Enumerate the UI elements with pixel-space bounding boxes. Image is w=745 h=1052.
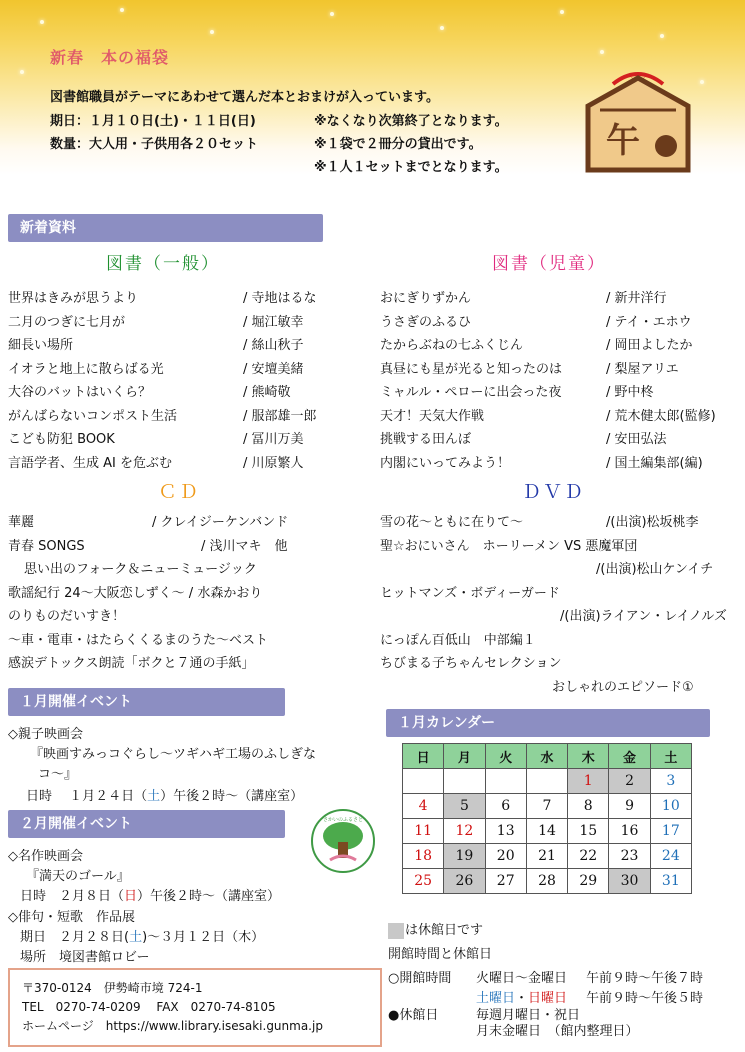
feb-exhibit-name: ◇俳句・短歌 作品展 bbox=[8, 910, 135, 925]
feb-movie-date-prefix: 日時 ２月８日（ bbox=[20, 889, 125, 904]
jan-event-date-prefix: 日時 １月２４日（ bbox=[26, 789, 148, 804]
header-quantity: 数量：大人用・子供用各２０セット bbox=[50, 137, 259, 152]
calendar-day: 3 bbox=[650, 769, 691, 794]
jan-event-date bbox=[26, 789, 303, 805]
calendar-day: 30 bbox=[609, 869, 650, 894]
ema-text: 午 bbox=[606, 121, 640, 161]
calendar-day: 29 bbox=[568, 869, 609, 894]
contact-address: 〒370-0124 伊勢崎市境 724-1 bbox=[22, 981, 203, 995]
hours-title: 開館時間と休館日 bbox=[388, 947, 493, 962]
calendar-week-row bbox=[403, 794, 692, 819]
book-general-title: 二月のつぎに七月が bbox=[8, 314, 126, 330]
closed-days-line-1: 毎週月曜日・祝日 bbox=[476, 1008, 581, 1023]
feb-movie-date bbox=[20, 889, 280, 905]
cd-item-2-artist: / 浅川マキ 他 bbox=[201, 539, 288, 554]
dvd-item-4: にっぽん百低山 中部編１ bbox=[380, 633, 536, 648]
calendar-day: 9 bbox=[609, 794, 650, 819]
open-hours-saturday: 土曜日 bbox=[476, 991, 516, 1006]
dvd-item-1-cast: /(出演)松坂桃李 bbox=[606, 515, 699, 530]
feb-movie-date-suffix: ）午後２時～（講座室） bbox=[137, 889, 281, 904]
book-general-title: こども防犯 BOOK bbox=[8, 432, 115, 447]
jan-events-title: １月開催イベント bbox=[20, 694, 132, 710]
jan-event-film-line-1: 『映画すみっコぐらし～ツギハギ工場のふしぎな bbox=[30, 747, 317, 762]
calendar-weekday-row bbox=[403, 744, 692, 769]
header-description: 図書館職員がテーマにあわせて選んだ本とおまけが入っています。 bbox=[50, 90, 439, 105]
calendar-day: 28 bbox=[526, 869, 567, 894]
feb-events-title: ２月開催イベント bbox=[20, 816, 132, 832]
calendar-day bbox=[403, 769, 444, 794]
calendar-day: 4 bbox=[403, 794, 444, 819]
calendar-title: １月カレンダー bbox=[398, 715, 496, 731]
dvd-item-3-title: ヒットマンズ・ボディーガード bbox=[380, 586, 560, 601]
calendar-week-row bbox=[403, 819, 692, 844]
calendar-weekday: 金 bbox=[609, 744, 650, 769]
book-children-title: 天才！天気大作戦 bbox=[380, 408, 485, 424]
calendar-week-row bbox=[403, 769, 692, 794]
cd-item-1-title: 華麗 bbox=[8, 515, 35, 530]
calendar-weekday: 月 bbox=[444, 744, 485, 769]
book-children-author: / 岡田よしたか bbox=[606, 338, 693, 353]
calendar-day bbox=[526, 769, 567, 794]
book-general-author: / 安壇美緒 bbox=[243, 361, 304, 377]
ema-plaque-icon bbox=[578, 66, 698, 176]
dvd-item-5-title: ちびまる子ちゃんセレクション bbox=[380, 656, 562, 671]
book-children-title: 真昼にも星が光ると知ったのは bbox=[380, 361, 563, 377]
cd-heading: ＣＤ bbox=[158, 481, 201, 503]
jan-events-section-bar bbox=[8, 688, 285, 716]
open-hours-weekend-days bbox=[476, 991, 567, 1007]
contact-website[interactable]: ホームページ https://www.library.isesaki.gunma.jp bbox=[22, 1019, 323, 1033]
new-items-title: 新着資料 bbox=[20, 220, 76, 236]
book-general-title: 言語学者、生成 AI を危ぶむ bbox=[8, 455, 172, 471]
book-general-author: / 絲山秋子 bbox=[243, 338, 304, 353]
calendar-week-row bbox=[403, 869, 692, 894]
contact-phone: TEL 0270-74-0209 FAX 0270-74-8105 bbox=[22, 1000, 276, 1014]
book-children-author: / テイ・エホウ bbox=[606, 314, 692, 330]
dvd-item-5-subtitle: おしゃれのエピソード① bbox=[552, 680, 694, 695]
book-general-author: / 川原繁人 bbox=[243, 455, 304, 471]
books-children-heading: 図書（児童） bbox=[492, 254, 606, 274]
calendar-day: 26 bbox=[444, 869, 485, 894]
book-children-author: / 荒木健太郎(監修) bbox=[606, 408, 716, 424]
dvd-item-2-title: 聖☆おにいさん ホーリーメン VS 悪魔軍団 bbox=[380, 539, 638, 554]
cd-item-2-subtitle: 思い出のフォーク＆ニューミュージック bbox=[24, 562, 257, 577]
closed-day-legend: は休館日です bbox=[405, 923, 484, 938]
library-logo-icon bbox=[310, 808, 376, 874]
jan-event-name: ◇親子映画会 bbox=[8, 727, 83, 742]
calendar-day: 27 bbox=[485, 869, 526, 894]
calendar-weekday: 水 bbox=[526, 744, 567, 769]
open-hours-sunday: 日曜日 bbox=[528, 991, 568, 1006]
calendar-day: 16 bbox=[609, 819, 650, 844]
jan-event-film-line-2: コ～』 bbox=[38, 767, 78, 782]
calendar-day: 1 bbox=[568, 769, 609, 794]
cd-item-3: 歌謡紀行 24～大阪恋しずく～ / 水森かおり bbox=[8, 586, 263, 601]
calendar-day: 31 bbox=[650, 869, 691, 894]
calendar-day: 5 bbox=[444, 794, 485, 819]
calendar-day: 14 bbox=[526, 819, 567, 844]
calendar-day: 12 bbox=[444, 819, 485, 844]
book-general-title: 世界はきみが思うより bbox=[8, 291, 139, 306]
closed-day-legend-swatch bbox=[388, 923, 404, 939]
jan-event-date-suffix: ）午後２時～（講座室） bbox=[160, 789, 304, 804]
header-title: 新春 本の福袋 bbox=[50, 48, 170, 67]
cd-item-1-artist: / クレイジーケンバンド bbox=[152, 515, 289, 530]
book-children-author: / 安田弘法 bbox=[606, 432, 667, 447]
dvd-item-3-cast: /(出演)ライアン・レイノルズ bbox=[560, 609, 727, 624]
book-children-title: 挑戦する田んぼ bbox=[380, 432, 472, 447]
calendar-day: 20 bbox=[485, 844, 526, 869]
open-hours-weekend-time: 午前９時～午後５時 bbox=[586, 991, 704, 1006]
book-children-title: たからぶねの七ふくじん bbox=[380, 338, 524, 353]
calendar-day: 7 bbox=[526, 794, 567, 819]
book-general-author: / 服部雄一郎 bbox=[243, 408, 317, 424]
calendar-section-bar bbox=[386, 709, 710, 737]
book-general-title: 細長い場所 bbox=[8, 338, 74, 353]
calendar-weekday: 日 bbox=[403, 744, 444, 769]
cd-item-4-subtitle: ～車・電車・はたらくくるまのうた～ベスト bbox=[8, 633, 269, 648]
calendar-day bbox=[444, 769, 485, 794]
open-hours-weekday-time: 午前９時～午後７時 bbox=[586, 971, 704, 986]
calendar-weekday: 木 bbox=[568, 744, 609, 769]
book-general-author: / 寺地はるな bbox=[243, 291, 317, 306]
book-general-title: 大谷のバットはいくら？ bbox=[8, 385, 152, 400]
closed-days-label: ●休館日 bbox=[388, 1008, 439, 1023]
book-children-author: / 梨屋アリエ bbox=[606, 361, 679, 377]
feb-movie-name: ◇名作映画会 bbox=[8, 849, 83, 864]
books-general-heading: 図書（一般） bbox=[106, 254, 220, 274]
book-general-author: / 冨川万美 bbox=[243, 432, 304, 447]
feb-exhibit-period-day: 土 bbox=[129, 930, 143, 945]
book-children-title: 内閣にいってみよう！ bbox=[380, 455, 511, 471]
book-general-title: がんばらないコンポスト生活 bbox=[8, 408, 178, 424]
open-hours-label: ○開館時間 bbox=[388, 971, 452, 986]
calendar-day: 24 bbox=[650, 844, 691, 869]
dvd-item-1-title: 雪の花～ともに在りて～ bbox=[380, 515, 524, 530]
cd-item-4-title: のりものだいすき！ bbox=[8, 609, 126, 624]
calendar-weekday: 土 bbox=[650, 744, 691, 769]
dvd-heading: ＤＶＤ bbox=[522, 481, 586, 503]
book-children-title: ミャルル・ペローに出会った夜 bbox=[380, 385, 562, 400]
library-logo-text: さかいのふるさと bbox=[322, 817, 364, 823]
cd-item-5: 感涙デトックス朗読「ボクと７通の手紙」 bbox=[8, 656, 255, 671]
book-general-author: / 堀江敏幸 bbox=[243, 314, 304, 330]
open-hours-weekend-sep: ・ bbox=[515, 991, 529, 1006]
calendar-day: 23 bbox=[609, 844, 650, 869]
header-period: 期日：１月１０日(土)・１１日(日) bbox=[50, 114, 256, 129]
feb-exhibit-period-suffix: )～３月１２日（木） bbox=[142, 930, 265, 945]
header-note-1: ※なくなり次第終了となります。 bbox=[314, 114, 508, 129]
feb-exhibit-place: 場所 境図書館ロビー bbox=[20, 950, 150, 965]
calendar-day: 21 bbox=[526, 844, 567, 869]
calendar-day: 6 bbox=[485, 794, 526, 819]
calendar-day: 19 bbox=[444, 844, 485, 869]
book-general-title: イオラと地上に散らばる光 bbox=[8, 361, 164, 377]
calendar-day: 17 bbox=[650, 819, 691, 844]
closed-days-line-2: 月末金曜日 （館内整理日） bbox=[476, 1024, 639, 1039]
calendar-day: 13 bbox=[485, 819, 526, 844]
calendar-day: 15 bbox=[568, 819, 609, 844]
calendar-day: 18 bbox=[403, 844, 444, 869]
cd-item-2-title: 青春 SONGS bbox=[8, 539, 85, 554]
calendar-day: 25 bbox=[403, 869, 444, 894]
calendar-weekday: 火 bbox=[485, 744, 526, 769]
dvd-item-2-cast: /(出演)松山ケンイチ bbox=[596, 562, 714, 577]
open-hours-weekday-days: 火曜日～金曜日 bbox=[476, 971, 568, 986]
calendar-day: 11 bbox=[403, 819, 444, 844]
feb-movie-date-day: 日 bbox=[124, 889, 138, 904]
header-note-2: ※１袋で２冊分の貸出です。 bbox=[314, 137, 482, 152]
feb-events-section-bar bbox=[8, 810, 285, 838]
calendar-day: 8 bbox=[568, 794, 609, 819]
calendar-table bbox=[402, 743, 692, 894]
book-children-author: / 国土編集部(編) bbox=[606, 455, 703, 471]
book-children-author: / 新井洋行 bbox=[606, 291, 667, 306]
new-items-section-bar bbox=[8, 214, 323, 242]
book-general-author: / 熊崎敬 bbox=[243, 385, 291, 400]
calendar-day: 2 bbox=[609, 769, 650, 794]
contact-box bbox=[8, 968, 382, 1047]
book-children-title: おにぎりずかん bbox=[380, 291, 472, 306]
calendar-day: 10 bbox=[650, 794, 691, 819]
feb-exhibit-period bbox=[20, 930, 264, 946]
feb-exhibit-period-prefix: 期日 ２月２８日( bbox=[20, 930, 130, 945]
calendar-day: 22 bbox=[568, 844, 609, 869]
calendar-day bbox=[485, 769, 526, 794]
book-children-title: うさぎのふるひ bbox=[380, 314, 472, 330]
calendar-week-row bbox=[403, 844, 692, 869]
feb-movie-title: 『満天のゴール』 bbox=[26, 869, 130, 884]
jan-event-date-day: 土 bbox=[147, 789, 161, 804]
header-note-3: ※１人１セットまでとなります。 bbox=[314, 160, 508, 175]
book-children-author: / 野中柊 bbox=[606, 385, 654, 400]
